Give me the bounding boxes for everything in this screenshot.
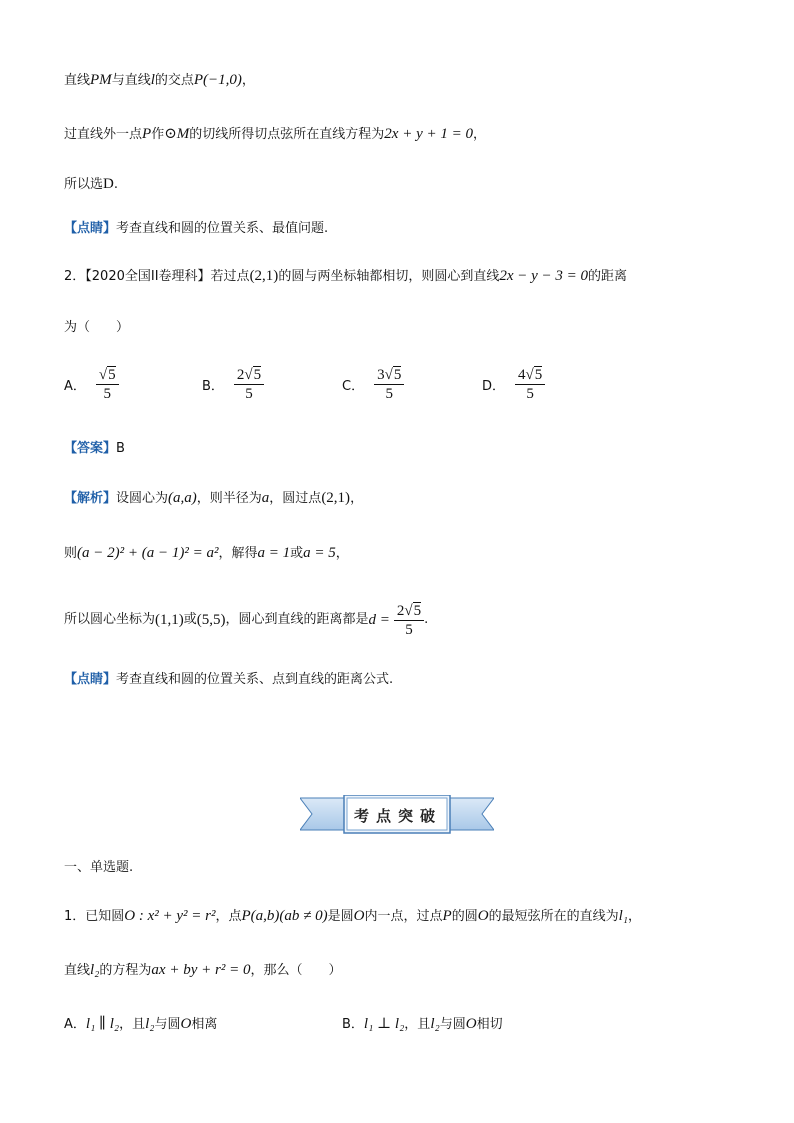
- question-2-line-1: 2．【2020全国II卷理科】若过点(2,1)的圆与两坐标轴都相切，则圆心到直线2x − y − 3 = 0的距离: [64, 268, 628, 284]
- problem-1-line-2: 直线l₂的方程为ax + by + r² = 0，那么（ ）: [64, 962, 342, 978]
- option-d: D． $\frac{4√5}{5}$: [482, 366, 545, 403]
- option-b: B． $\frac{2√5}{5}$: [202, 366, 264, 403]
- answer: 【答案】B: [64, 441, 125, 456]
- problem-1-option-a: A．l₁ ∥ l₂，且l₂与圆O相离: [64, 1016, 218, 1032]
- solution-line-chord: 过直线外一点P作⊙M的切线所得切点弦所在直线方程为2x + y + 1 = 0，: [64, 126, 486, 142]
- fraction: $\frac{4√5}{5}$: [515, 366, 545, 403]
- fraction: $\frac{√5}{5}$: [96, 366, 119, 403]
- remark-2: 【点睛】考查直线和圆的位置关系、点到直线的距离公式.: [64, 672, 394, 687]
- fraction: $\frac{3√5}{5}$: [374, 366, 404, 403]
- solution-line-intersection: 直线PM与直线l的交点P(−1,0)，: [64, 72, 255, 88]
- question-2-line-2: 为（ ）: [64, 320, 130, 335]
- analysis-line-2: 则(a − 2)² + (a − 1)² = a²，解得a = 1或a = 5，: [64, 545, 349, 561]
- fraction: $\frac{2√5}{5}$: [234, 366, 264, 403]
- option-c: C． $\frac{3√5}{5}$: [342, 366, 404, 403]
- analysis-line-3: 所以圆心坐标为 (1,1) 或 (5,5) ，圆心到直线的距离都是 d = $\frac{2√5}{5}$ .: [64, 602, 429, 638]
- problem-1-line-1: 1．已知圆O : x² + y² = r²，点P(a,b)(ab ≠ 0)是圆O内一点，过点P的圆O的最短弦所在的直线为l₁，: [64, 908, 641, 924]
- section-banner-title: 考 点 突 破: [353, 806, 437, 825]
- remark-1: 【点睛】考查直线和圆的位置关系、最值问题.: [64, 221, 329, 236]
- fraction: $\frac{2√5}{5}$: [394, 602, 424, 639]
- problem-1-option-b: B．l₁ ⊥ l₂，且l₂与圆O相切: [342, 1016, 503, 1032]
- solution-line-choice: 所以选D.: [64, 176, 118, 192]
- section-heading: 一、单选题.: [64, 860, 134, 875]
- analysis-line-1: 【解析】设圆心为(a,a)，则半径为a，圆过点(2,1)，: [64, 490, 364, 506]
- option-a: A． $\frac{√5}{5}$: [64, 366, 119, 403]
